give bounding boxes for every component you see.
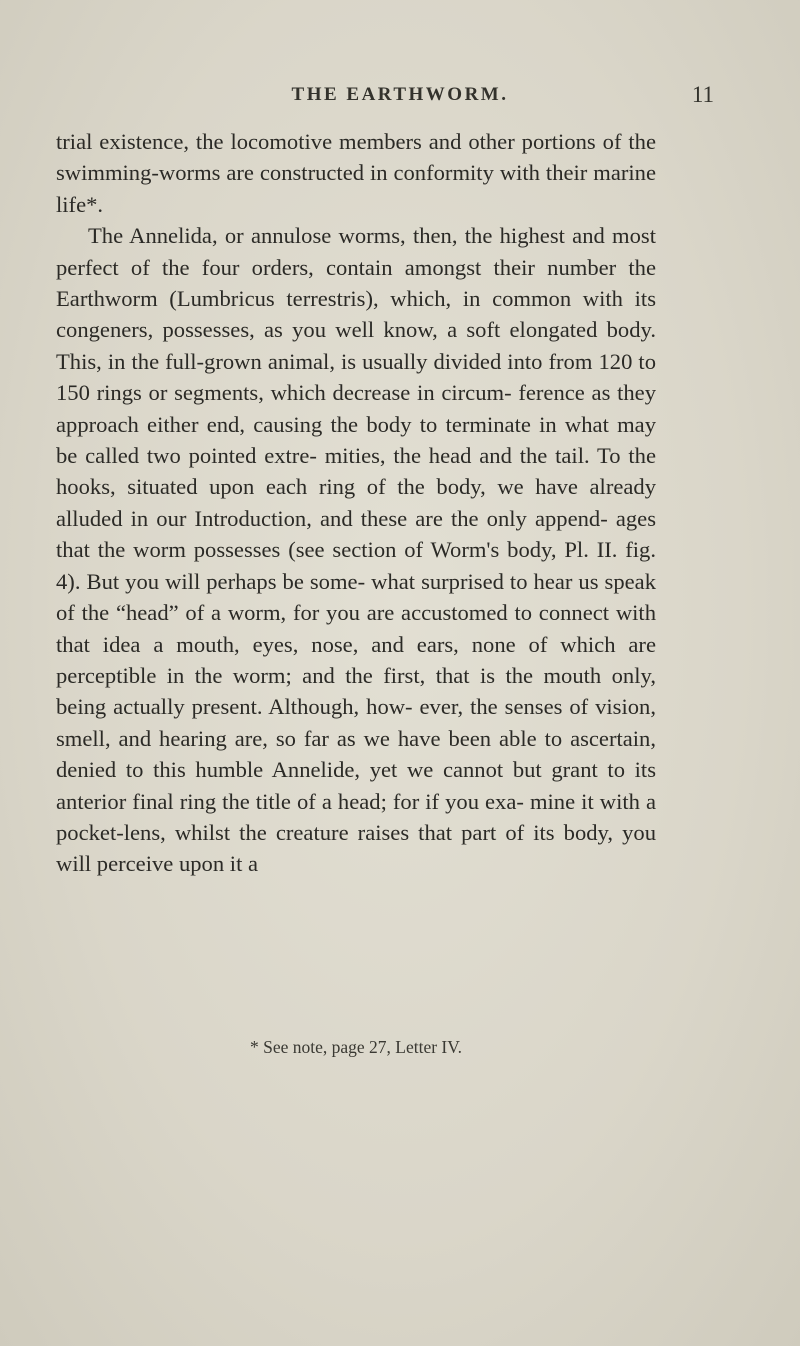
paragraph-annelida: The Annelida, or annulose worms, then, the highest and most perfect of the four orders, contain amongst their number the Earthworm (Lumbricus terrestris), which, in common with its congeners, possesses, as you well know, a soft elongated body. This, in the full-grown animal, is usually divided into from 120 to 150 rings or segments, which decrease in circum- ference as they approach either end, causing the body to terminate in what may be called two pointed extre- mities, the head and the tail. To the hooks, situated upon each ring of the body, we have already alluded in our Introduction, and these are the only append- ages that the worm possesses (see section of Worm's body, Pl. II. fig. 4). But you will perhaps be some- what surprised to hear us speak of the “head” of a worm, for you are accustomed to connect with that idea a mouth, eyes, nose, and ears, none of which are perceptible in the worm; and the first, that is the mouth only, being actually present. Although, how- ever, the senses of vision, smell, and hearing are, so far as we have been able to ascertain, denied to this humble Annelide, yet we cannot but grant to its anterior final ring the title of a head; for if you exa- mine it with a pocket-lens, whilst the creature raises that part of its body, you will perceive upon it a bbox=[56, 223, 656, 877]
paragraph-continuation: trial existence, the locomotive members and other portions of the swimming-worms are constructed in conformity with their marine life*. bbox=[56, 129, 656, 217]
running-title: THE EARTHWORM. bbox=[291, 84, 509, 105]
body-text bbox=[56, 126, 656, 880]
page-header bbox=[0, 84, 800, 114]
footnote: * See note, page 27, Letter IV. bbox=[249, 1037, 463, 1057]
page-number: 11 bbox=[691, 82, 714, 107]
